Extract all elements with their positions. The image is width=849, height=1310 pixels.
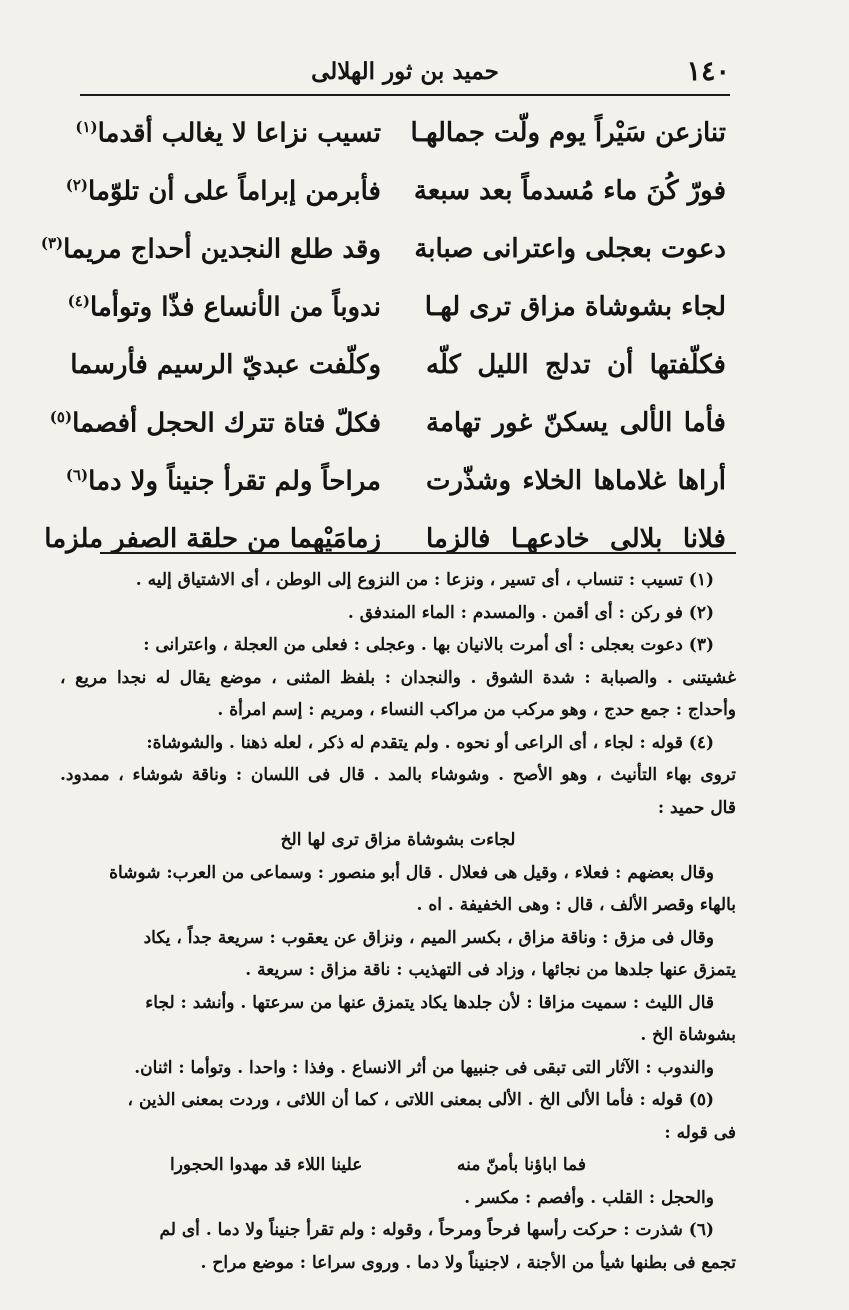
footnote-marker: (٦) bbox=[65, 466, 89, 484]
verse bbox=[75, 118, 726, 176]
verse-second-hemistich bbox=[49, 408, 381, 439]
commentary-line: (٤) قوله : لجاء ، أى الراعى أو نحوه . ولم يتقدم له ذكر ، لعله ذهنا . والشوشاة: bbox=[146, 732, 714, 753]
verse-second-hemistich-text: زمامَيْهما من حلقة الصفر ملزما bbox=[44, 524, 381, 554]
verse-first-hemistich: فلانا بلالى خادعهـا فالزما bbox=[426, 524, 726, 554]
commentary-line: تروى بهاء التأنيث ، وهو الأصح . وشوشاء بالمد . قال فى اللسان : وناقة شوشاء ، ممدود. bbox=[60, 765, 736, 785]
commentary-line: فى قوله : bbox=[664, 1122, 736, 1143]
running-header bbox=[80, 56, 730, 90]
footnote-marker: (٣) bbox=[40, 234, 64, 252]
verse-first-hemistich: دعوت بعجلى واعترانى صبابة bbox=[414, 234, 726, 264]
verse bbox=[65, 176, 726, 234]
verse bbox=[65, 466, 726, 524]
verse-second-hemistich bbox=[75, 118, 381, 149]
commentary-line: (٥) قوله : فأما الألى الخ . الألى بمعنى اللاتى ، كما أن اللائى ، وردت بمعنى الذين ، bbox=[127, 1090, 714, 1110]
commentary-line: (٢) فو ركن : أى أقمن . والمسدم : الماء المندفق . bbox=[347, 602, 714, 623]
commentary-line: قال الليث : سميت مزاقا : لأن جلدها يكاد يتمزق عنها من سرعتها . وأنشد : لجاء bbox=[145, 992, 714, 1013]
poem bbox=[40, 118, 726, 582]
commentary-line: (١) تسيب : تنساب ، أى تسير ، ونزعا : من النزوع إلى الوطن ، أى الاشتياق إليه . bbox=[135, 570, 714, 590]
footnote-marker: (٥) bbox=[49, 408, 73, 426]
footnote-rule bbox=[100, 552, 736, 554]
commentary-line: بالهاء وقصر الألف ، قال : وهى الخفيفة . اه . bbox=[416, 895, 736, 915]
verse-second-hemistich-text: مراحاً ولم تقرأ جنيناً ولا دما bbox=[88, 466, 381, 497]
commentary-line: غشيتنى . والصبابة : شدة الشوق . والنجدان : بلفظ المثنى ، موضع يقال له نجدا مريع ، bbox=[60, 667, 736, 688]
commentary-line: (٦) شذرت : حركت رأسها فرحاً ومرحاً ، وقوله : ولم تقرأ جنيناً ولا دما . أى لم bbox=[159, 1220, 714, 1240]
verse-second-hemistich bbox=[67, 292, 381, 323]
commentary-line: وقال فى مزق : وناقة مزاق ، بكسر الميم ، ونزاق عن يعقوب : سريعة جداً ، يكاد bbox=[143, 927, 714, 948]
verse-second-hemistich-text: تسيب نزاعا لا يغالب أقدما bbox=[97, 118, 381, 149]
verse-first-hemistich: لجاء بشوشاة مزاق ترى لهـا bbox=[424, 292, 726, 322]
verse-first-hemistich: تنازعن سَيْراً يوم ولّت جمالهـا bbox=[410, 118, 726, 148]
verse-second-hemistich bbox=[65, 176, 381, 207]
commentary-line: وقال بعضهم : فعلاء ، وقيل هى فعلال . قال أبو منصور : وسماعى من العرب: شوشاة bbox=[109, 862, 714, 883]
commentary-line: تجمع فى بطنها شيأ من الأجنة ، لاجنيناً ولا دما . وروى سراعا : موضع مراح . bbox=[200, 1252, 736, 1273]
verse-second-hemistich-text: وكلّفت عبديّ الرسيم فأرسما bbox=[70, 350, 381, 380]
commentary-line: يتمزق عنها جلدها من نجائها ، وزاد فى التهذيب : ناقة مزاق : سريعة . bbox=[245, 960, 736, 980]
footnote-marker: (٢) bbox=[65, 176, 89, 194]
verse bbox=[70, 350, 726, 408]
commentary-line: قال حميد : bbox=[657, 797, 736, 818]
running-title: حميد بن ثور الهلالى bbox=[311, 58, 499, 85]
commentary-line: وأحداج : جمع حدج ، وهو مركب من مراكب النساء ، ومريم : إسم امرأة . bbox=[217, 700, 736, 720]
verse-second-hemistich-text: وقد طلع النجدين أحداج مريما bbox=[63, 234, 381, 265]
verse bbox=[49, 408, 726, 466]
quoted-verse-first: فما اباؤنا بأمنّ منه bbox=[457, 1155, 586, 1175]
verse-second-hemistich-text: فكلّ فتاة تترك الحجل أفصما bbox=[72, 408, 381, 439]
quoted-verse bbox=[60, 1149, 736, 1182]
verse-first-hemistich: أراها غلاماها الخلاء وشذّرت bbox=[426, 466, 726, 496]
verse-first-hemistich: فكلّفتها أن تدلج الليل كلّه bbox=[426, 350, 726, 380]
commentary-line: (٣) دعوت بعجلى : أى أمرت بالانيان بها . وعجلى : فعلى من العجلة ، واعترانى : bbox=[143, 635, 714, 655]
footnote-marker: (١) bbox=[75, 118, 98, 136]
verse bbox=[40, 234, 726, 292]
commentary-line: بشوشاة الخ . bbox=[640, 1025, 736, 1045]
commentary-line: والندوب : الآثار التى تبقى فى جنبيها من أثر الانساع . وفذا : واحدا . وتوأما : اثنان. bbox=[134, 1057, 714, 1078]
verse-first-hemistich: فورّ كُنَ ماء مُسدماً بعد سبعة bbox=[413, 176, 726, 206]
commentary-line: والحجل : القلب . وأفصم : مكسر . bbox=[464, 1187, 714, 1208]
header-rule bbox=[80, 94, 730, 96]
verse bbox=[67, 292, 726, 350]
verse-second-hemistich bbox=[70, 350, 381, 380]
commentary-line: لجاءت بشوشاة مزاق ترى لها الخ bbox=[280, 830, 516, 850]
verse-second-hemistich bbox=[44, 524, 381, 554]
page-number: ١٤٠ bbox=[686, 56, 730, 87]
footnote-marker: (٤) bbox=[67, 292, 90, 310]
verse-second-hemistich-text: ندوباً من الأنساع فذّا وتوأما bbox=[89, 292, 381, 323]
verse-first-hemistich: فأما الألى يسكنّ غور تهامة bbox=[426, 408, 726, 438]
verse-second-hemistich-text: فأبرمن إبراماً على أن تلوّما bbox=[88, 176, 381, 207]
quoted-verse-second: علينا اللاء قد مهدوا الحجورا bbox=[170, 1155, 363, 1175]
verse-second-hemistich bbox=[65, 466, 381, 497]
commentary bbox=[60, 564, 736, 1279]
verse-second-hemistich bbox=[40, 234, 381, 265]
